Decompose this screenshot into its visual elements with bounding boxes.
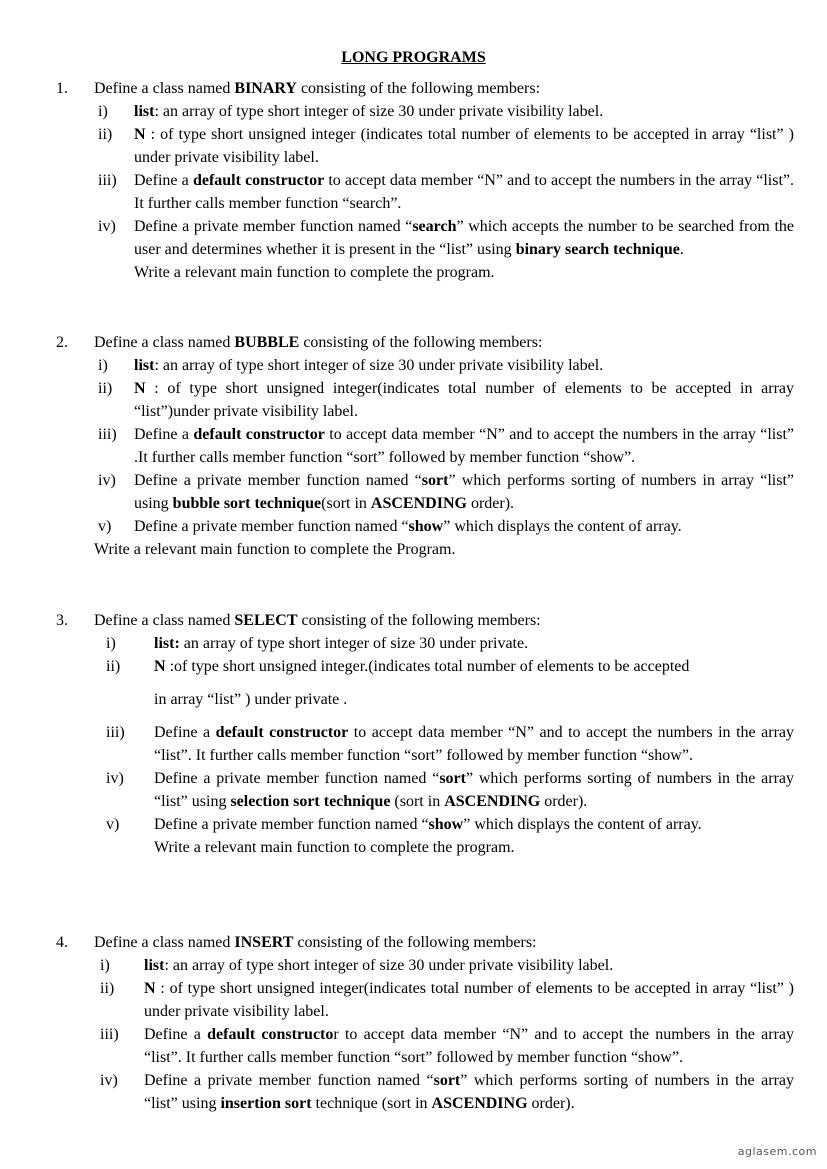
item-number: ii): [98, 126, 113, 143]
item-text: Define a default constructor to accept data member “N” and to accept the numbers in the array “list” .It further calls member function “sort” followed by member function “show”.: [134, 426, 794, 466]
question-number: 4.: [56, 934, 68, 951]
member-item: [56, 655, 796, 678]
bold-term: N: [144, 980, 156, 997]
item-number: ii): [106, 658, 121, 675]
member-item: [56, 1023, 796, 1069]
question-text: Define a class named SELECT consisting of the following members:: [94, 612, 541, 629]
bold-term: show: [408, 518, 444, 535]
member-item: [56, 954, 796, 977]
item-number: iii): [98, 172, 117, 189]
member-item: [56, 354, 796, 377]
question-text: Define a class named BINARY consisting of the following members:: [94, 80, 541, 97]
item-text: Define a private member function named “show” which displays the content of array.: [154, 816, 702, 833]
item-number: v): [98, 518, 112, 535]
member-item: [56, 377, 796, 423]
member-item: [56, 977, 796, 1023]
item-text: N : of type short unsigned integer(indicates total number of elements to be accepted in array “list”)under private visibility label.: [134, 380, 794, 420]
bold-term: default constructor: [193, 426, 325, 443]
member-item: [56, 515, 796, 538]
bold-term: sort: [421, 472, 449, 489]
question-heading: [56, 77, 796, 100]
item-text: Define a private member function named “sort” which performs sorting of numbers in the array “list” using insertion sort technique (sort in ASCENDING order).: [144, 1072, 794, 1112]
bold-term: ASCENDING: [444, 793, 541, 810]
item-text: Define a default constructor to accept data member “N” and to accept the numbers in the array “list”. It further calls member function “sort” followed by member function “show”.: [154, 724, 794, 764]
item-number: i): [106, 635, 116, 652]
bold-term: insertion sort: [220, 1095, 312, 1112]
question-heading: [56, 609, 796, 632]
item-text: Define a private member function named “search” which accepts the number to be searched from the user and determines whether it is present in the “list” using binary search technique.: [134, 218, 795, 258]
item-text: list: an array of type short integer of size 30 under private visibility label.: [134, 357, 604, 374]
item-number: iii): [98, 426, 117, 443]
class-name: SELECT: [234, 612, 298, 629]
spacer: [56, 678, 796, 688]
instruction-text: Write a relevant main function to complete the program.: [134, 264, 495, 281]
item-text: list: an array of type short integer of size 30 under private visibility label.: [134, 103, 604, 120]
question-number: 1.: [56, 80, 68, 97]
member-item: [56, 169, 796, 215]
member-item: [56, 123, 796, 169]
item-text: N :of type short unsigned integer.(indicates total number of elements to be accepted: [154, 658, 690, 675]
item-continuation: in array “list” ) under private .: [154, 691, 348, 708]
bold-term: N: [154, 658, 166, 675]
bold-term: ASCENDING: [370, 495, 467, 512]
member-item: [56, 632, 796, 655]
item-number: iv): [106, 770, 124, 787]
item-number: iv): [98, 472, 116, 489]
question-1: [56, 77, 796, 284]
bold-term: list: [134, 357, 155, 374]
bold-term: default constructor: [192, 172, 325, 189]
member-item: [56, 215, 796, 261]
item-number: ii): [98, 380, 113, 397]
bold-term: show: [428, 816, 464, 833]
question-number: 3.: [56, 612, 68, 629]
item-text: list: an array of type short integer of size 30 under private.: [154, 635, 529, 652]
item-text: Define a default constructor to accept data member “N” and to accept the numbers in the array “list”. It further calls member function “sort” followed by member function “show”.: [144, 1026, 795, 1066]
question-3: [56, 609, 796, 859]
bold-term: list:: [154, 635, 180, 652]
question-heading: [56, 931, 796, 954]
question-2: [56, 331, 796, 561]
item-text: N : of type short unsigned integer(indicates total number of elements to be accepted in array “list” ) under private visibility label.: [144, 980, 794, 1020]
question-number: 2.: [56, 334, 68, 351]
item-number: v): [106, 816, 120, 833]
item-text: N : of type short unsigned integer (indicates total number of elements to be accepted in array “list” ) under private visibility label.: [134, 126, 794, 166]
class-name: INSERT: [234, 934, 294, 951]
bold-term: N: [134, 380, 146, 397]
bold-term: sort: [439, 770, 466, 787]
item-text: Define a private member function named “show” which displays the content of array.: [134, 518, 682, 535]
spacer: [56, 711, 796, 721]
item-number: i): [98, 103, 108, 120]
bold-term: list: [134, 103, 155, 120]
member-item: [56, 813, 796, 836]
bold-term: list: [144, 957, 165, 974]
class-name: BINARY: [234, 80, 297, 97]
question-heading: [56, 331, 796, 354]
page-title: LONG PROGRAMS: [341, 49, 486, 66]
item-number: i): [100, 957, 110, 974]
item-text: list: an array of type short integer of size 30 under private visibility label.: [144, 957, 614, 974]
member-item: [56, 1069, 796, 1115]
bold-term: default constructo: [207, 1026, 334, 1043]
question-text: Define a class named INSERT consisting of the following members:: [94, 934, 537, 951]
member-item: [56, 100, 796, 123]
question-text: Define a class named BUBBLE consisting of the following members:: [94, 334, 543, 351]
bold-term: ASCENDING: [431, 1095, 528, 1112]
bold-term: N: [134, 126, 146, 143]
item-number: iii): [106, 724, 125, 741]
member-item: [56, 469, 796, 515]
bold-term: sort: [433, 1072, 461, 1089]
item-number: iv): [98, 218, 116, 235]
item-text: Define a private member function named “sort” which performs sorting of numbers in array “list” using bubble sort technique(sort in ASCENDING order).: [134, 472, 795, 512]
bold-term: bubble sort technique: [172, 495, 322, 512]
member-item: [56, 721, 796, 767]
bold-term: default constructor: [215, 724, 349, 741]
item-text: Define a private member function named “sort” which performs sorting of numbers in the array “list” using selection sort technique (sort in ASCENDING order).: [154, 770, 795, 810]
class-name: BUBBLE: [234, 334, 300, 351]
bold-term: binary search technique: [515, 241, 680, 258]
item-number: iii): [100, 1026, 119, 1043]
item-number: i): [98, 357, 108, 374]
question-4: [56, 931, 796, 1115]
member-item: [56, 423, 796, 469]
watermark: aglasem.com: [737, 1145, 817, 1158]
item-number: iv): [100, 1072, 118, 1089]
item-text: Define a default constructor to accept data member “N” and to accept the numbers in the array “list”. It further calls member function “search”.: [134, 172, 794, 212]
item-number: ii): [100, 980, 115, 997]
instruction-text: Write a relevant main function to complete the program.: [154, 839, 515, 856]
member-item: [56, 767, 796, 813]
bold-term: search: [412, 218, 457, 235]
bold-term: selection sort technique: [230, 793, 391, 810]
instruction-text: Write a relevant main function to complete the Program.: [94, 541, 456, 558]
